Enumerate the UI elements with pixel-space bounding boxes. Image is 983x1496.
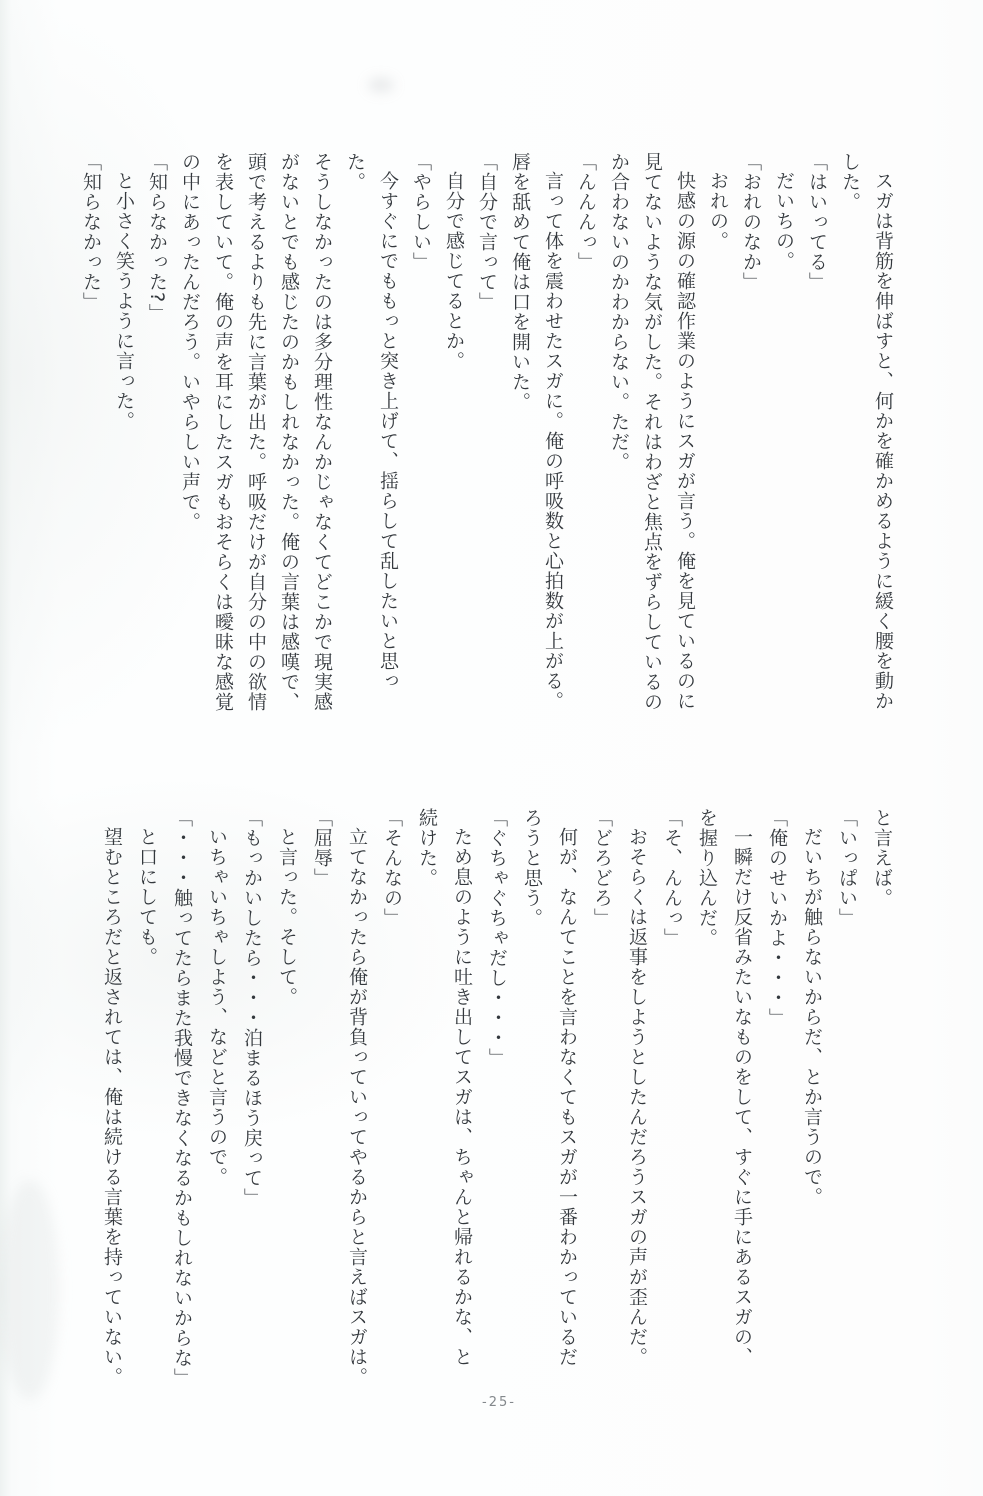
text-column: 「そんなの」 [381,808,403,928]
text-column: した。 [839,152,861,212]
text-column: の中にあったんだろう。いやらしい声で。 [179,152,201,532]
text-column: 「知らなかった」 [80,152,102,312]
text-column: 「・・・触ってたらまた我慢できなくなるかもしれないからな」 [171,808,193,1388]
text-column: だいちの。 [773,171,795,271]
text-column: か合わないのかわからない。ただ。 [608,152,630,472]
text-column: と言った。そして。 [276,827,298,1007]
text-column: 見てないような気がした。それはわざと焦点をずらしているの [641,152,663,712]
text-column: と小さく笑うように言った。 [113,171,135,431]
text-column: 「もっかいしたら・・・泊まるほう戻って」 [241,808,263,1208]
text-column: 自分で感じてるとか。 [443,171,465,371]
text-column: 一瞬だけ反省みたいなものをして、すぐに手にあるスガの、 [731,827,753,1367]
text-column: 頭で考えるよりも先に言葉が出た。呼吸だけが自分の中の欲情 [245,152,267,712]
page-number: -25- [482,1395,516,1410]
text-column: 「知らなかった?」 [146,152,168,324]
text-column: スガは背筋を伸ばすと、何かを確かめるように緩く腰を動か [872,171,894,711]
text-column: と言えば。 [871,808,893,908]
text-column: 「はいってる」 [806,152,828,292]
text-column: 「おれのなか」 [740,152,762,292]
text-column: を表していて。俺の声を耳にしたスガもおそらくは曖昧な感覚 [212,152,234,712]
text-column: がないとでも感じたのかもしれなかった。俺の言葉は感嘆で、 [278,152,300,712]
text-column: いちゃいちゃしよう、などと言うので。 [206,827,228,1187]
text-column: 「やらしい」 [410,152,432,272]
scan-smudge [368,78,394,92]
text-column: を握り込んだ。 [696,808,718,948]
text-column: 「どろどろ」 [591,808,613,928]
text-column: おそらくは返事をしようとしたんだろうスガの声が歪んだ。 [626,827,648,1367]
text-column: ため息のように吐き出してスガは、ちゃんと帰れるかな、と [451,827,473,1367]
text-column: と口にしても。 [136,827,158,967]
text-column: そうしなかったのは多分理性なんかじゃなくてどこかで現実感 [311,152,333,712]
text-column: 何が、なんてことを言わなくてもスガが一番わかっているだ [556,827,578,1367]
text-column: 快感の源の確認作業のようにスガが言う。俺を見ているのに [674,171,696,711]
text-column: 「屈辱」 [311,808,333,888]
text-column: 唇を舐めて俺は口を開いた。 [509,152,531,412]
text-column: 「そ、んんっ」 [661,808,683,948]
bottom-text-block [94,808,899,1398]
text-column: 立てなかったら俺が背負っていってやるからと言えばスガは。 [346,827,368,1387]
text-column: 望むところだと返されては、俺は続ける言葉を持っていない。 [101,827,123,1387]
text-column: 「ぐちゃぐちゃだし・・・」 [486,808,508,1068]
text-column: 続けた。 [416,808,438,888]
text-column: 言って体を震わせたスガに。俺の呼吸数と心拍数が上がる。 [542,171,564,711]
top-text-block [74,152,899,722]
text-column: 今すぐにでももっと突き上げて、揺らして乱したいと思った。 [344,152,399,691]
text-column: だいちが触らないからだ、とか言うので。 [801,827,823,1207]
text-column: 「いっぱい」 [836,808,858,928]
text-column: おれの。 [707,171,729,251]
scan-smudge [0,1180,60,1400]
text-column: ろうと思う。 [521,808,543,928]
text-column: 「自分で言って」 [476,152,498,312]
text-column: 「んんんっ」 [575,152,597,272]
text-column: 「俺のせいかよ・・・」 [766,808,788,1028]
